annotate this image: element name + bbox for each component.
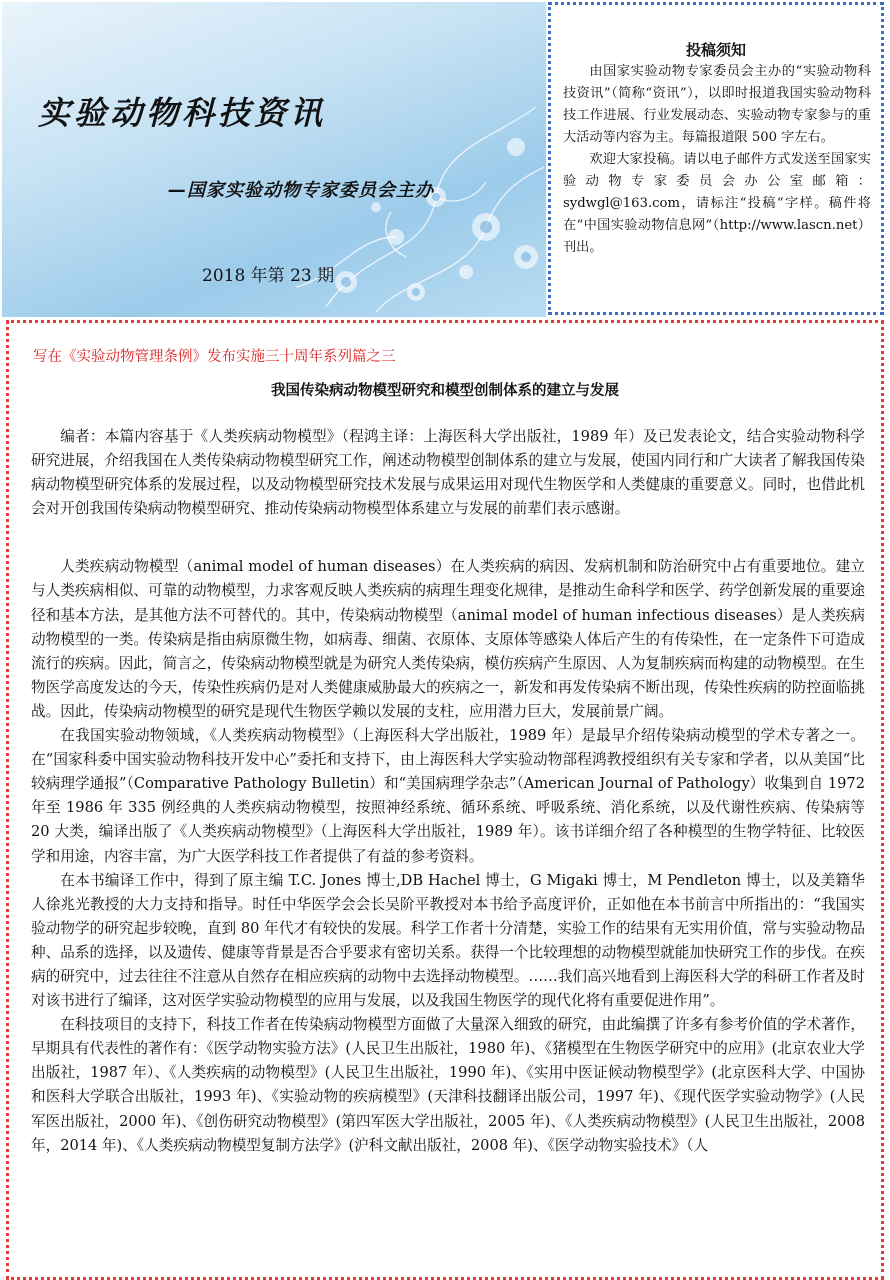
submission-notice [548, 2, 884, 315]
header-banner [2, 2, 546, 317]
publication-title: 实验动物科技资讯 [38, 94, 327, 132]
article-body [31, 425, 865, 1158]
publication-subtitle: —国家实验动物专家委员会主办 [168, 180, 434, 201]
editor-note: 编者：本篇内容基于《人类疾病动物模型》（程鸿主译：上海医科大学出版社，1989 年）及已发表论文，结合实验动物科学研究进展，介绍我国在人类传染病动物模型研究工作，阐述动物模型创制体系的建立与发展，使国内同行和广大读者了解我国传染病动物模型研究体系的发展过程，以及动物模型研究技术发展与成果运用对现代生物医学和人类健康的重要意义。同时，也借此机会对开创我国传染病动物模型研究、推动传染病动物模型体系建立与发展的前辈们表示感谢。 [31, 428, 865, 518]
body-paragraph: 在本书编译工作中，得到了原主编 T.C. Jones 博士,DB Hachel 博士，G Migaki 博士，M Pendleton 博士，以及美籍华人徐兆光教授的大力支持和指导。时任中华医学会会长吴阶平教授对本书给予高度评价，正如他在本书前言中所指出的：“我国实验动物学的研究起步较晚，直到 80 年代才有较快的发展。科学工作者十分清楚，实验工作的结果有无实用价值，常与实验动物品种、品系的选择，以及遗传、健康等背景是否合乎要求有密切关系。获得一个比较理想的动物模型就能加快研究工作的步伐。在疾病的研究中，过去往往不注意从自然存在相应疾病的动物中去选择动物模型。……我们高兴地看到上海医科大学的科研工作者及时对该书进行了编译，这对医学实验动物模型的应用与发展，以及我国生物医学的现代化将有重要促进作用”。 [31, 871, 865, 1010]
notice-paragraph: 由国家实验动物专家委员会主办的“实验动物科技资讯”（简称“资讯”），以即时报道我国实验动物科技工作进展、行业发展动态、实验动物专家参与的重大活动等内容为主。每篇报道限 500 字左右。 [563, 64, 871, 145]
body-paragraph: 在我国实验动物领域，《人类疾病动物模型》（上海医科大学出版社，1989 年）是最早介绍传染病动模型的学术专著之一。在“国家科委中国实验动物科技开发中心”委托和支持下，由上海医科大学实验动物部程鸿教授组织有关专家和学者，以从美国“比较病理学通报”（Comparative Pathology Bulletin）和“美国病理学杂志”（American Journal of Pathology）收集到自 1972 年至 1986 年 335 例经典的人类疾病动物模型，按照神经系统、循环系统、呼吸系统、消化系统，以及代谢性疾病、传染病等 20 大类，编译出版了《人类疾病动物模型》（上海医科大学出版社，1989 年）。该书详细介绍了各种模型的生物学特征、比较医学和用途，内容丰富，为广大医学科技工作者提供了有益的参考资料。 [31, 727, 865, 865]
series-title: 写在《实验动物管理条例》发布实施三十周年系列篇之三 [33, 349, 396, 365]
body-paragraph: 在科技项目的支持下，科技工作者在传染病动物模型方面做了大量深入细致的研究，由此编撰了许多有参考价值的学术著作，早期具有代表性的著作有：《医学动物实验方法》(人民卫生出版社，1980 年)、《猪模型在生物医学研究中的应用》(北京农业大学出版社，1987 年）、《人类疾病的动物模型》(人民卫生出版社，1990 年)、《实用中医证候动物模型学》(北京医科大学、中国协和医科大学联合出版社，1993 年)、《实验动物的疾病模型》(天津科技翻译出版公司，1997 年)、《现代医学实验动物学》(人民军医出版社，2000 年)、《创伤研究动物模型》(第四军医大学出版社，2005 年)、《人类疾病动物模型》(人民卫生出版社，2008 年，2014 年)、《人类疾病动物模型复制方法学》(沪科文献出版社，2008 年)、《医学动物实验技术》（人 [31, 1016, 865, 1154]
body-paragraph: 人类疾病动物模型（animal model of human diseases）在人类疾病的病因、发病机制和防治研究中占有重要地位。建立与人类疾病相似、可靠的动物模型，力求客观反映人类疾病的病理生理变化规律，是推动生命科学和医学、药学创新发展的重要途径和基本方法，是其他方法不可替代的。其中，传染病动物模型（animal model of human infectious diseases）是人类疾病动物模型的一类。传染病是指由病原微生物，如病毒、细菌、衣原体、支原体等感染人体后产生的有传染性，在一定条件下可造成流行的疾病。因此，简言之，传染病动物模型就是为研究人类传染病，模仿疾病产生原因、人为复制疾病而构建的动物模型。在生物医学高度发达的今天，传染性疾病仍是对人类健康威胁最大的疾病之一，新发和再发传染病不断出现，传染性疾病的防控面临挑战。因此，传染病动物模型的研究是现代生物医学赖以发展的支柱，应用潜力巨大，发展前景广阔。 [31, 558, 865, 720]
article-box [6, 320, 884, 1280]
article-title: 我国传染病动物模型研究和模型创制体系的建立与发展 [271, 383, 619, 399]
issue-number: 2018 年第 23 期 [202, 266, 335, 286]
notice-paragraph: 欢迎大家投稿。请以电子邮件方式发送至国家实验动物专家委员会办公室邮箱：sydwgl@163.com，请标注“投稿”字样。稿件将在“中国实验动物信息网”（http://www.lascn.net）刊出。 [563, 152, 871, 255]
notice-title: 投稿须知 [685, 41, 746, 59]
